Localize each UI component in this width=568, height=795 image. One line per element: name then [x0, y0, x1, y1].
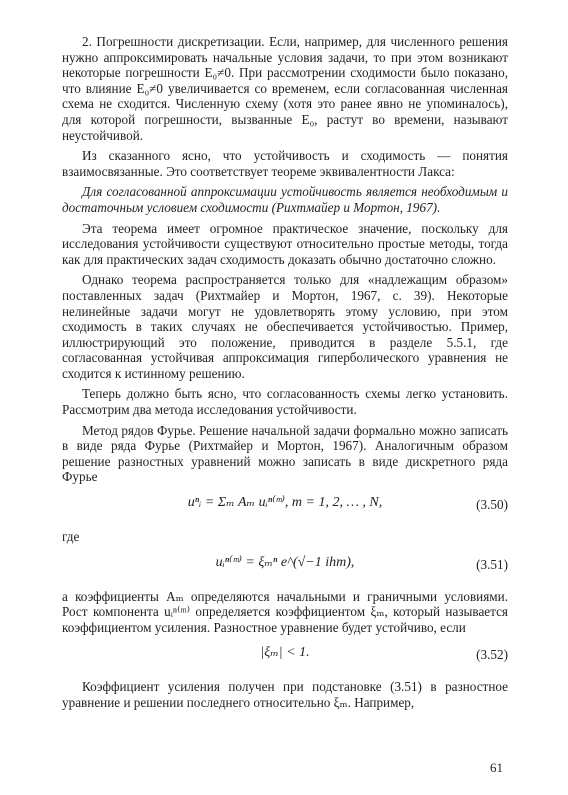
paragraph-well-posed: Однако теорема распространяется только для «надлежащим образом» поставленных задач (Рихтмайер и Мортон, 1967, с. 39). Некоторые нелинейные задачи могут не удовлетворять этому условию, при этом сходимость в таких случаях не обеспечивается устойчивостью. Пример, иллюстрирующий это положение, приводится в разделе 5.5.1, где согласованная устойчивая аппроксимация гиперболического уравнения не сходится к истинному решению.: [62, 272, 508, 381]
equation-3-50-body: uⁿᵢ = Σₘ Aₘ uᵢⁿ⁽ᵐ⁾, m = 1, 2, … , N,: [187, 495, 383, 511]
equation-3-52-body: |ξₘ| < 1.: [260, 645, 310, 661]
paragraph-theorem-importance: Эта теорема имеет огромное практическое значение, поскольку для исследования устойчивости существуют относительно простые методы, тогда как для практических задач сходимость доказать обычно достаточно сложно.: [62, 220, 508, 267]
page-body: [62, 34, 508, 716]
where-label: где: [62, 529, 80, 545]
equation-3-50-number: (3.50): [476, 497, 508, 513]
paragraph-amplification-derivation: Коэффициент усиления получен при подстановке (3.51) в разностное уравнение и решении последнего относительно ξₘ. Например,: [62, 679, 508, 710]
equation-3-52-number: (3.52): [476, 647, 508, 663]
equation-3-52: [62, 641, 508, 671]
paragraph-lax-intro: Из сказанного ясно, что устойчивость и сходимость — понятия взаимосвязанные. Это соответствует теореме эквивалентности Лакса:: [62, 148, 508, 179]
paragraph-discretization-errors: 2. Погрешности дискретизации. Если, например, для численного решения нужно аппроксимировать начальные условия задачи, то при этом возникают некоторые погрешности E₀≠0. При рассмотрении сходимости было показано, что влияние E₀≠0 увеличивается со временем, если согласованная численная схема не сходится. Численную схему (хотя это ранее явно не упоминалось), для которой погрешности, вызванные E₀, растут во времени, называют неустойчивой.: [62, 34, 508, 143]
page-number: 61: [490, 760, 503, 775]
equation-3-51-number: (3.51): [476, 556, 508, 572]
equation-3-51: [62, 551, 508, 581]
paragraph-two-methods: Теперь должно быть ясно, что согласованность схемы легко установить. Рассмотрим два метода исследования устойчивости.: [62, 386, 508, 418]
equation-3-51-body: uᵢⁿ⁽ᵐ⁾ = ξₘⁿ e^(√−1 ihm),: [215, 554, 355, 570]
equation-3-50: [62, 491, 508, 521]
lax-theorem-statement: Для согласованной аппроксимации устойчивость является необходимым и достаточным условием сходимости (Рихтмайер и Мортон, 1967).: [62, 184, 508, 215]
paragraph-amplification-factor: а коэффициенты Aₘ определяются начальными и граничными условиями. Рост компонента uᵢⁿ⁽ᵐ⁾ определяется коэффициентом ξₘ, который называется коэффициентом усиления. Разностное уравнение будет устойчиво, если: [62, 588, 508, 635]
paragraph-fourier-method: Метод рядов Фурье. Решение начальной задачи формально можно записать в виде ряда Фурье (Рихтмайер и Мортон, 1967). Аналогичным образом решение разностных уравнений можно записать в виде дискретного ряда Фурье: [62, 422, 508, 485]
